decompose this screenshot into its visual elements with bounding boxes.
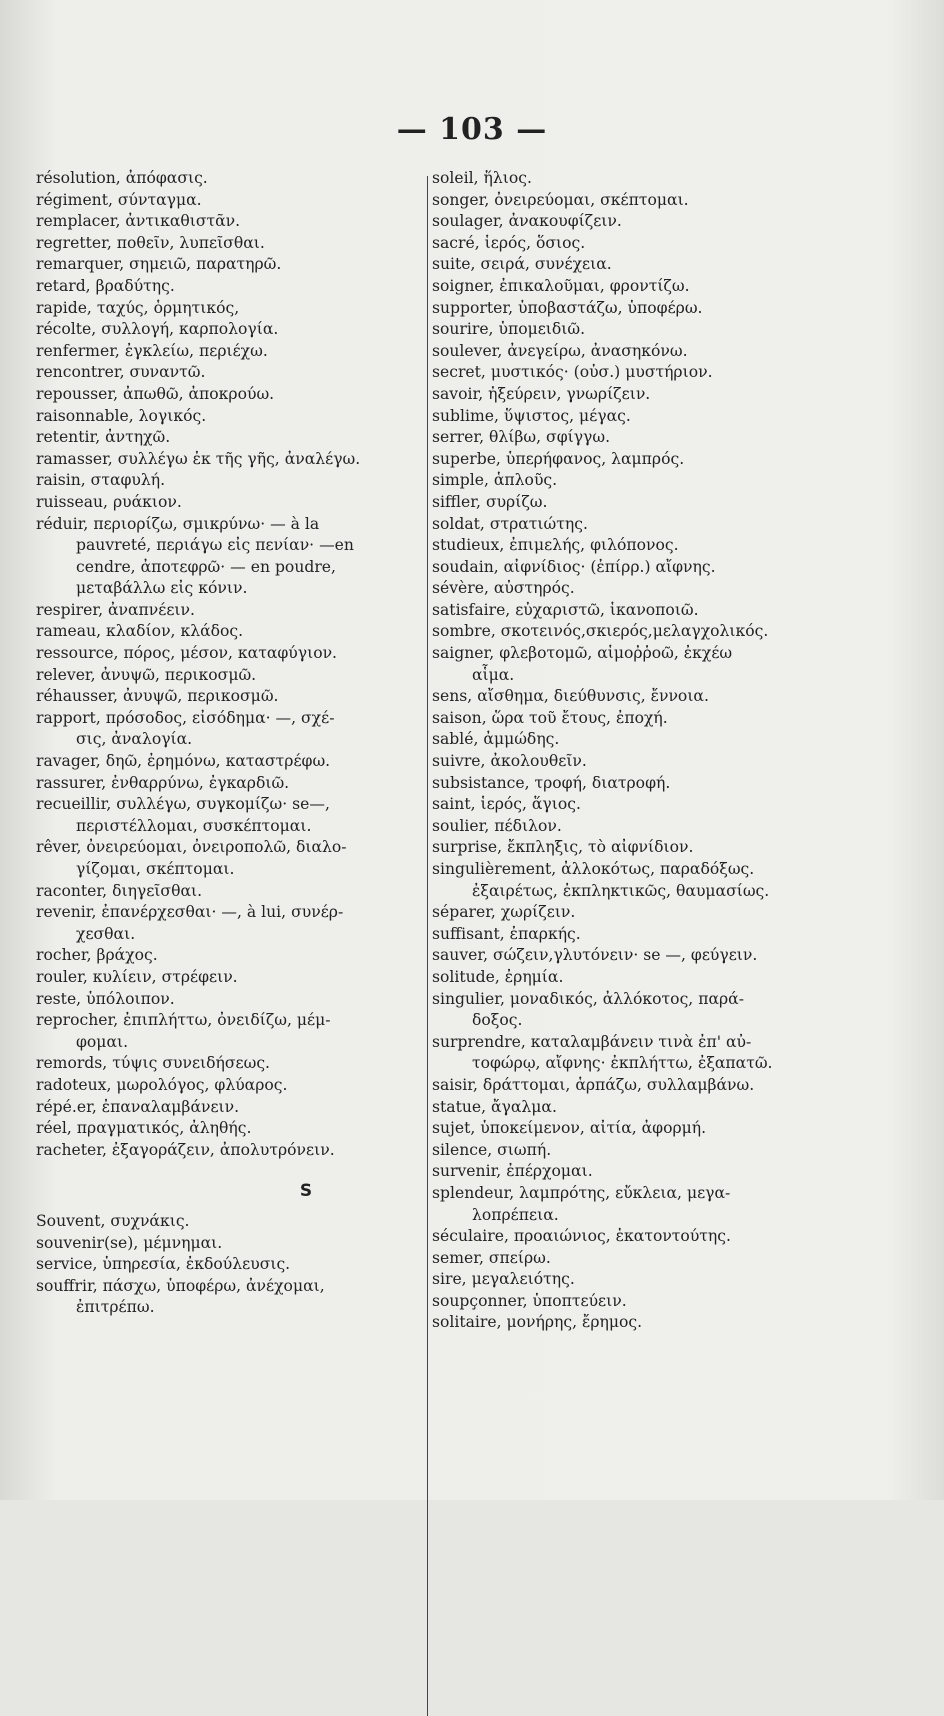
dictionary-entry: singulièrement, ἀλλοκότως, παραδόξως. bbox=[432, 860, 755, 878]
dictionary-entry: studieux, ἐπιμελής, φιλόπονος. bbox=[432, 536, 679, 555]
dictionary-entry: sublime, ὕψιστος, μέγας. bbox=[432, 406, 631, 425]
dictionary-entry: récolte, συλλογή, καρπολογία. bbox=[36, 320, 279, 339]
dictionary-entry: soulager, ἀνακουφίζειν. bbox=[432, 212, 622, 231]
dictionary-entry: ramasser, συλλέγω ἐκ τῆς γῆς, ἀναλέγω. bbox=[36, 449, 361, 468]
dictionary-entry: renfermer, ἐγκλείω, περιέχω. bbox=[36, 341, 268, 360]
dictionary-entry: solitude, ἐρημία. bbox=[432, 967, 564, 986]
dictionary-entry: Souvent, συχνάκις. bbox=[36, 1211, 190, 1230]
dictionary-entry: suite, σειρά, συνέχεια. bbox=[432, 255, 612, 274]
dictionary-entry: saisir, δράττομαι, ἁρπάζω, συλλαμβάνω. bbox=[432, 1075, 755, 1094]
dictionary-entry: sacré, ἱερός, ὅσιος. bbox=[432, 233, 586, 252]
dictionary-entry: souffrir, πάσχω, ὑποφέρω, ἀνέχομαι, bbox=[36, 1276, 325, 1295]
dictionary-entry: simple, ἁπλοῦς. bbox=[432, 471, 558, 490]
dictionary-entry: saison, ὥρα τοῦ ἔτους, ἐποχή. bbox=[432, 708, 668, 727]
dictionary-entry: réel, πραγματικός, ἀληθής. bbox=[36, 1119, 252, 1138]
dictionary-entry: solitaire, μονήρης, ἔρημος. bbox=[432, 1313, 643, 1332]
dictionary-entry: survenir, ἐπέρχομαι. bbox=[432, 1162, 593, 1181]
dictionary-entry: cendre, ἀποτεφρῶ· — en poudre, bbox=[76, 557, 336, 576]
dictionary-entry: relever, ἀνυψῶ, περικοσμῶ. bbox=[36, 665, 257, 684]
dictionary-entry: γίζομαι, σκέπτομαι. bbox=[76, 860, 235, 878]
dictionary-entry: rencontrer, συναντῶ. bbox=[36, 363, 206, 382]
right-column bbox=[432, 168, 852, 1334]
dictionary-entry: surprise, ἔκπληξις, τὸ αἰφνίδιον. bbox=[432, 838, 694, 857]
dictionary-entry: λοπρέπεια. bbox=[472, 1205, 559, 1224]
dictionary-entry: ἐξαιρέτως, ἐκπληκτικῶς, θαυμασίως. bbox=[472, 881, 770, 900]
dictionary-entry: racheter, ἐξαγοράζειν, ἀπολυτρόνειν. bbox=[36, 1140, 335, 1159]
dictionary-entry: τοφώρῳ, αἴφνης· ἐκπλήττω, ἐξαπατῶ. bbox=[472, 1054, 773, 1073]
dictionary-entry: serrer, θλίβω, σφίγγω. bbox=[432, 428, 611, 447]
left-column bbox=[36, 168, 426, 1319]
dictionary-entry: revenir, ἐπανέρχεσθαι· —, à lui, συνέρ- bbox=[36, 903, 344, 922]
dictionary-entry: semer, σπείρω. bbox=[432, 1248, 551, 1267]
dictionary-entry: réduir, περιορίζω, σμικρύνω· — à la bbox=[36, 514, 320, 533]
dictionary-entry: sourire, ὑπομειδιῶ. bbox=[432, 320, 586, 339]
dictionary-entry: soldat, στρατιώτης. bbox=[432, 514, 588, 533]
dictionary-entry: soulever, ἀνεγείρω, ἀνασηκόνω. bbox=[432, 341, 688, 360]
dictionary-entry: superbe, ὑπερήφανος, λαμπρός. bbox=[432, 449, 685, 468]
dictionary-entry: silence, σιωπή. bbox=[432, 1140, 552, 1159]
dictionary-entry: φομαι. bbox=[76, 1032, 129, 1051]
dictionary-entry: radoteux, μωρολόγος, φλύαρος. bbox=[36, 1075, 288, 1094]
dictionary-entry: repousser, ἀπωθῶ, ἀποκρούω. bbox=[36, 384, 275, 403]
dictionary-entry: rassurer, ἐνθαρρύνω, ἐγκαρδιῶ. bbox=[36, 773, 290, 792]
dictionary-entry: ravager, δηῶ, ἐρημόνω, καταστρέφω. bbox=[36, 752, 331, 771]
dictionary-entry: soleil, ἥλιος. bbox=[432, 169, 532, 187]
dictionary-entry: ruisseau, ρυάκιον. bbox=[36, 492, 182, 511]
dictionary-entry: secret, μυστικός· (οὐσ.) μυστήριον. bbox=[432, 363, 713, 382]
dictionary-entry: retard, βραδύτης. bbox=[36, 276, 175, 295]
dictionary-entry: ressource, πόρος, μέσον, καταφύγιον. bbox=[36, 644, 338, 663]
dictionary-entry: ἐπιτρέπω. bbox=[76, 1298, 155, 1317]
dictionary-entry: sauver, σώζειν,γλυτόνειν· se —, φεύγειν. bbox=[432, 946, 758, 965]
dictionary-entry: reste, ὑπόλοιπον. bbox=[36, 989, 175, 1008]
dictionary-entry: sujet, ὑποκείμενον, αἰτία, ἀφορμή. bbox=[432, 1119, 707, 1138]
dictionary-entry: soigner, ἐπικαλοῦμαι, φροντίζω. bbox=[432, 276, 690, 295]
dictionary-entry: satisfaire, εὐχαριστῶ, ἱκανοποιῶ. bbox=[432, 600, 699, 619]
dictionary-entry: χεσθαι. bbox=[76, 924, 136, 943]
dictionary-entry: sombre, σκοτεινός,σκιερός,μελαγχολικός. bbox=[432, 622, 769, 641]
dictionary-entry: régiment, σύνταγμα. bbox=[36, 190, 202, 209]
dictionary-entry: splendeur, λαμπρότης, εὔκλεια, μεγα- bbox=[432, 1183, 731, 1202]
dictionary-entry: δοξος. bbox=[472, 1011, 523, 1030]
dictionary-entry: σις, ἀναλογία. bbox=[76, 730, 193, 749]
dictionary-entry: soupçonner, ὑποπτεύειν. bbox=[432, 1291, 627, 1310]
dictionary-entry: songer, ὀνειρεύομαι, σκέπτομαι. bbox=[432, 190, 689, 209]
dictionary-entry: résolution, ἀπόφασις. bbox=[36, 169, 208, 187]
dictionary-entry: sablé, ἀμμώδης. bbox=[432, 730, 560, 749]
dictionary-entry: saigner, φλεβοτομῶ, αἱμοῤῥοῶ, ἐκχέω bbox=[432, 644, 733, 663]
dictionary-entry: séculaire, προαιώνιος, ἑκατοντούτης. bbox=[432, 1227, 731, 1246]
dictionary-entry: rameau, κλαδίον, κλάδος. bbox=[36, 622, 244, 641]
dictionary-entry: remords, τύψις συνειδήσεως. bbox=[36, 1054, 271, 1073]
dictionary-entry: rouler, κυλίειν, στρέφειν. bbox=[36, 967, 238, 986]
dictionary-entry: raisin, σταφυλή. bbox=[36, 471, 166, 490]
dictionary-entry: suivre, ἀκολουθεῖν. bbox=[432, 752, 587, 771]
dictionary-entry: service, ὑπηρεσία, ἐκδούλευσις. bbox=[36, 1255, 291, 1274]
dictionary-entry: siffler, συρίζω. bbox=[432, 492, 548, 511]
dictionary-entry: saint, ἱερός, ἅγιος. bbox=[432, 795, 581, 814]
dictionary-entry: sire, μεγαλειότης. bbox=[432, 1270, 575, 1289]
dictionary-entry: pauvreté, περιάγω εἰς πενίαν· —en bbox=[76, 536, 354, 555]
dictionary-entry: reprocher, ἐπιπλήττω, ὀνειδίζω, μέμ- bbox=[36, 1011, 331, 1030]
dictionary-entry: soudain, αἰφνίδιος· (ἐπίρρ.) αἴφνης. bbox=[432, 557, 716, 576]
dictionary-entry: souvenir(se), μέμνημαι. bbox=[36, 1233, 223, 1252]
dictionary-entry: statue, ἄγαλμα. bbox=[432, 1097, 557, 1116]
dictionary-entry: séparer, χωρίζειν. bbox=[432, 903, 576, 922]
dictionary-entry: surprendre, καταλαμβάνειν τινὰ ἐπ' αὐ- bbox=[432, 1032, 752, 1051]
dictionary-entry: sévère, αὐστηρός. bbox=[432, 579, 575, 598]
dictionary-entry: remarquer, σημειῶ, παρατηρῶ. bbox=[36, 255, 282, 274]
dictionary-entry: supporter, ὑποβαστάζω, ὑποφέρω. bbox=[432, 298, 703, 317]
dictionary-entry: savoir, ἠξεύρειν, γνωρίζειν. bbox=[432, 384, 651, 403]
dictionary-entry: raconter, διηγεῖσθαι. bbox=[36, 881, 203, 900]
dictionary-entry: répé.er, ἐπαναλαμβάνειν. bbox=[36, 1097, 240, 1116]
section-letter-heading: S bbox=[299, 1181, 313, 1202]
dictionary-entry: sens, αἴσθημα, διεύθυνσις, ἔννοια. bbox=[432, 687, 709, 706]
dictionary-entry: rapide, ταχύς, ὁρμητικός, bbox=[36, 298, 240, 317]
dictionary-entry: respirer, ἀναπνέειν. bbox=[36, 600, 195, 619]
page-number: — 103 — bbox=[396, 112, 548, 147]
dictionary-entry: rêver, ὀνειρεύομαι, ὀνειροπολῶ, διαλο- bbox=[36, 838, 347, 857]
dictionary-entry: retentir, ἀντηχῶ. bbox=[36, 428, 171, 447]
dictionary-entry: recueillir, συλλέγω, συγκομίζω· se—, bbox=[36, 795, 330, 814]
dictionary-entry: περιστέλλομαι, συσκέπτομαι. bbox=[76, 816, 312, 835]
dictionary-entry: subsistance, τροφή, διατροφή. bbox=[432, 773, 671, 792]
dictionary-entry: réhausser, ἀνυψῶ, περικοσμῶ. bbox=[36, 687, 279, 706]
dictionary-entry: regretter, ποθεῖν, λυπεῖσθαι. bbox=[36, 233, 265, 252]
dictionary-entry: suffisant, ἐπαρκής. bbox=[432, 924, 581, 943]
dictionary-entry: μεταβάλλω εἰς κόνιν. bbox=[76, 579, 248, 598]
column-divider bbox=[427, 176, 428, 1716]
dictionary-entry: rocher, βράχος. bbox=[36, 946, 158, 965]
dictionary-entry: singulier, μοναδικός, ἀλλόκοτος, παρά- bbox=[432, 989, 744, 1008]
dictionary-entry: raisonnable, λογικός. bbox=[36, 406, 207, 425]
dictionary-entry: αἷμα. bbox=[472, 665, 515, 684]
dictionary-entry: soulier, πέδιλον. bbox=[432, 816, 562, 835]
dictionary-entry: rapport, πρόσοδος, εἰσόδημα· —, σχέ- bbox=[36, 708, 335, 727]
dictionary-entry: remplacer, ἀντικαθιστᾶν. bbox=[36, 212, 241, 231]
